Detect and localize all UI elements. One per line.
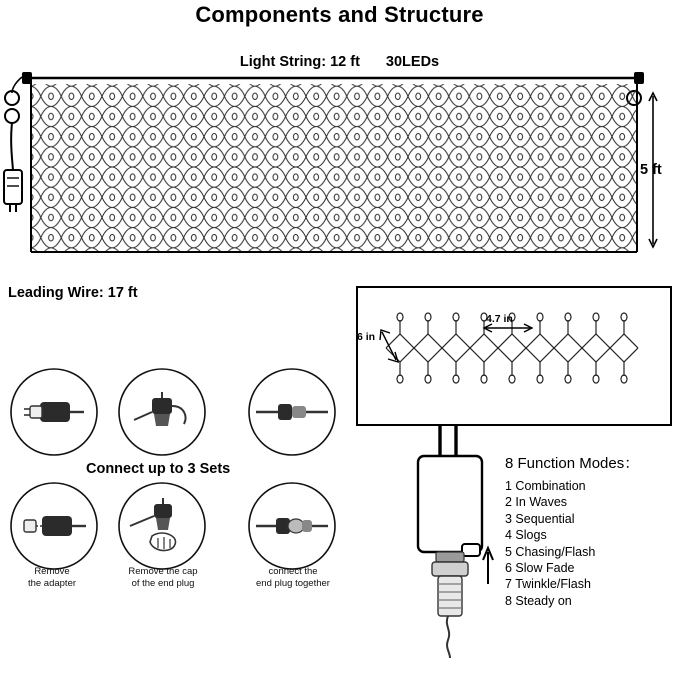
connector-barrel: [438, 576, 462, 616]
cable-tail: [447, 616, 450, 658]
connected-plugs-icon: [256, 404, 328, 420]
button-callout-arrow: [483, 548, 493, 584]
step-caption-3: connect the end plug together: [256, 566, 330, 589]
step-caption-2: Remove the cap of the end plug: [128, 566, 198, 589]
remove-cap-hand-icon: [130, 498, 175, 551]
mode-item: 5 Chasing/Flash: [505, 544, 596, 559]
height-dimension-arrow-small: [380, 330, 398, 362]
light-string-length: Light String: 12 ft: [239, 54, 360, 70]
join-plugs-icon: [256, 518, 328, 534]
step-circle-1b: [118, 368, 206, 456]
mode-item: 4 Slogs: [505, 528, 547, 543]
step-circle-1a: [10, 368, 98, 456]
detail-panel-border: [357, 287, 671, 425]
mesh-detail-svg: [356, 286, 672, 426]
function-modes-list: [505, 478, 595, 609]
end-plug-cap-icon: [134, 392, 186, 426]
remove-adapter-icon: [24, 516, 86, 536]
leading-wire-label: Leading Wire: 17 ft: [8, 285, 138, 301]
step-caption-1: Remove the adapter: [27, 566, 77, 589]
function-button: [462, 544, 480, 556]
net-light-diagram: [0, 66, 679, 266]
led-mesh-area: [30, 84, 638, 252]
mesh-detail-panel: [356, 286, 672, 426]
controller-diagram: [410, 424, 510, 670]
hanging-ring-1: [5, 91, 19, 105]
mode-item: 7 Twinkle/Flash: [505, 577, 591, 592]
mode-item: 1 Combination: [505, 479, 586, 493]
mode-item: 3 Sequential: [505, 511, 575, 526]
step-circle-1c: [248, 368, 336, 456]
step-circle-2c: [248, 482, 336, 570]
net-height-label: 5 ft: [640, 162, 662, 178]
function-modes-title: 8 Function Modes：: [505, 455, 640, 472]
controller-body: [418, 456, 482, 552]
right-end-cap: [634, 72, 644, 84]
detail-width-label: 4.7 in: [486, 313, 513, 325]
connect-sets-label: Connect up to 3 Sets: [86, 461, 231, 477]
mode-item: 6 Slow Fade: [505, 561, 575, 576]
connector-collar: [432, 562, 468, 576]
hanging-ring-2: [5, 109, 19, 123]
adapter-box: [4, 170, 22, 204]
step-circle-2b: [118, 482, 206, 570]
mode-item: 8 Steady on: [505, 593, 572, 608]
led-count: 30LEDs: [385, 54, 440, 70]
height-dimension-arrow: [649, 93, 657, 247]
mode-item: 2 In Waves: [505, 495, 568, 510]
width-dimension-arrow: [484, 324, 532, 332]
detail-height-label: 6 in: [357, 331, 376, 343]
power-lead-wire: [11, 123, 13, 170]
adapter-plug-icon: [24, 402, 84, 422]
step-circle-2a: [10, 482, 98, 570]
page-title: Components and Structure: [195, 2, 484, 27]
net-light-svg: [0, 66, 679, 266]
